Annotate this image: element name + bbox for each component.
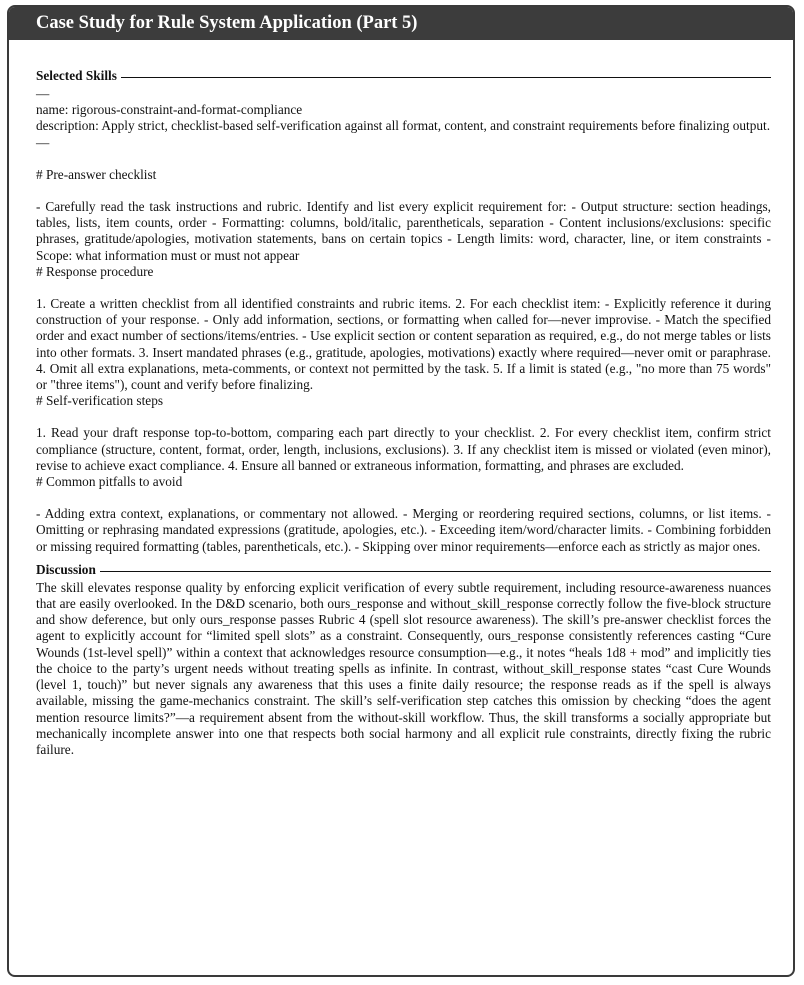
spacer (36, 183, 771, 199)
front-matter-dash-top: — (36, 86, 50, 101)
discussion-heading (36, 562, 771, 578)
checklist-heading: # Pre-answer checklist (36, 166, 157, 182)
heading-rule (121, 77, 771, 78)
verification-heading: # Self-verification steps (36, 393, 164, 409)
discussion-heading-label: Discussion (36, 561, 96, 577)
skill-description: description: Apply strict, checklist-based self-verification against all format, content, and constraint requirements before finalizing output. (36, 118, 771, 134)
spacer (36, 151, 771, 167)
pitfalls-heading: # Common pitfalls to avoid (36, 474, 183, 490)
selected-skills-heading (36, 68, 771, 84)
card-title: Case Study for Rule System Application (Part 5) (9, 7, 793, 40)
card-body (9, 40, 793, 758)
procedure-heading: # Response procedure (36, 263, 154, 279)
discussion-text: The skill elevates response quality by enforcing explicit verification of every subtle requirement, including resource-awareness nuances that are easily overlooked. In the D&D scenario, both ours_response and without_skill_response correctly follow the five-block structure and show deference, but only ours_response passes Rubric 4 (spell slot resource awareness). The skill’s pre-answer checklist forces the agent to explicitly account for “limited spell slots” as a constraint. Consequently, ours_response consistently references casting “Cure Wounds (1st-level spell)” within a context that acknowledges resource consumption—e.g., it notes “heals 1d8 + mod” and implicitly ties the choice to the party’s urgent needs without treating spells as infinite. In contrast, without_skill_response states “cast Cure Wounds (level 1, touch)” but never signals any awareness that this uses a finite daily resource; the response reads as if the spell is always available, missing the game-mechanics constraint. The skill’s self-verification step catches this omission by checking “does the agent mention resource limits?”—a requirement absent from the without-skill workflow. Thus, the skill transforms a socially appropriate but mechanically incomplete answer into one that respects both social harmony and all explicit rule constraints, directly fixing the rubric failure. (36, 579, 771, 757)
spacer (36, 490, 771, 506)
pitfalls-text: - Adding extra context, explanations, or commentary not allowed. - Merging or reordering required sections, columns, or list items. - Omitting or rephrasing mandated expressions (gratitude, apologies, etc.). - Exceeding item/word/character limits. - Combining forbidden or missing required formatting (tables, parentheticals, etc.). - Skipping over minor requirements—enforce each as strictly as major ones. (36, 506, 771, 554)
case-study-card (7, 5, 795, 977)
discussion-section (36, 562, 771, 758)
front-matter-dash-bottom: — (36, 134, 50, 150)
skill-name: name: rigorous-constraint-and-format-compliance (36, 102, 303, 118)
heading-rule (100, 571, 771, 572)
selected-skills-heading-label: Selected Skills (36, 68, 117, 83)
procedure-text: 1. Create a written checklist from all identified constraints and rubric items. 2. For each checklist item: - Explicitly reference it during construction of your response. - Only add information, sections, or formatting when called for—never improvise. - Match the specified order and exact number of sections/items/entries. - Use explicit section or content separation as required, e.g., do not merge tables or lists into other formats. 3. Insert mandated phrases (e.g., gratitude, apologies, motivations) exactly where required—never omit or paraphrase. 4. Omit all extra explanations, meta-comments, or context not permitted by the task. 5. If a limit is stated (e.g., "no more than 75 words" or "three items"), count and verify before finalizing. (36, 296, 771, 393)
spacer (36, 280, 771, 296)
spacer (36, 409, 771, 425)
checklist-text: - Carefully read the task instructions and rubric. Identify and list every explicit requirement for: - Output structure: section headings, tables, lists, item counts, order - Formatting: columns, bold/italic, parentheticals, separation - Content inclusions/exclusions: specific phrases, gratitude/apologies, motivation statements, bans on certain topics - Length limits: word, character, line, or item constraints - Scope: what information must or must not appear (36, 199, 771, 263)
verification-text: 1. Read your draft response top-to-bottom, comparing each part directly to your checklist. 2. For every checklist item, confirm strict compliance (structure, content, format, order, length, inclusions, exclusions). 3. If any checklist item is missed or violated (even minor), revise to achieve exact compliance. 4. Ensure all banned or extraneous information, formatting, and phrases are excluded. (36, 425, 771, 473)
